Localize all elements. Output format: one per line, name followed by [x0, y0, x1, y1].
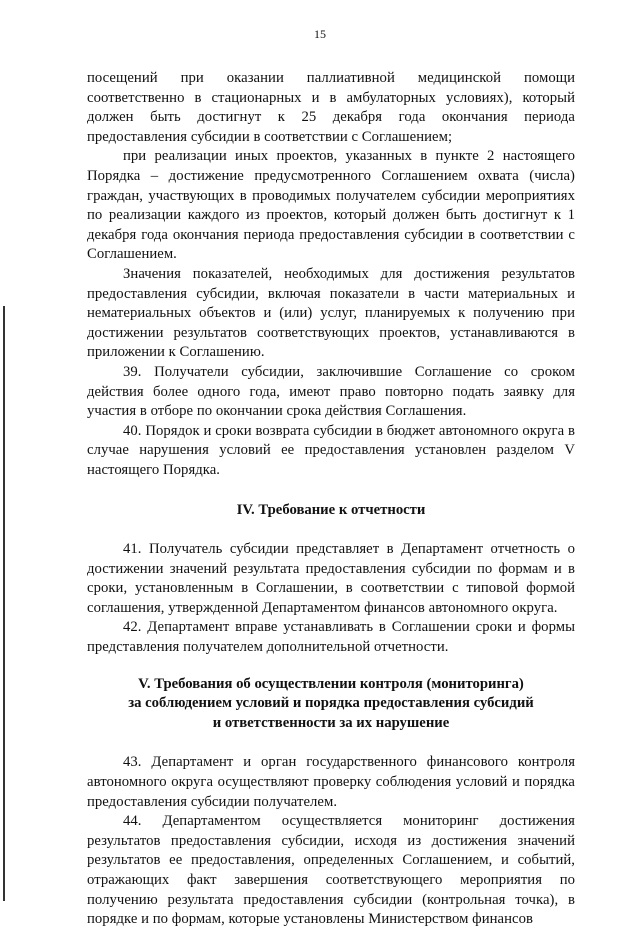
spacer [87, 733, 575, 753]
section-v-heading-line-3: и ответственности за их нарушение [212, 714, 450, 731]
paragraph-44: 44. Департаментом осуществляется мониторинг достижения результатов предоставления субсидии, исходя из достижения значений результатов ее предоставления, определенных Соглашением, и событий, отражающих факт завершения соответствующего мероприятия по получению результата предоставления субсидии (контрольная точка), в порядке и по формам, которые установлены Министерством финансов [87, 813, 575, 928]
spacer [87, 658, 575, 675]
paragraph-41: 41. Получатель субсидии представляет в Департамент отчетность о достижении значений результата предоставления субсидии по формам и в сроки, установленным в Соглашении, в соответствии с типовой формой соглашения, утвержденной Департаментом финансов автономного округа. [87, 541, 575, 616]
spacer [87, 480, 575, 501]
paragraph-continuation: посещений при оказании паллиативной медицинской помощи соответственно в стационарных и в амбулаторных условиях), который должен быть достигнут к 25 декабря года окончания периода предоставления субсидии в соответствии с Соглашением; [87, 70, 575, 145]
paragraph-40: 40. Порядок и сроки возврата субсидии в бюджет автономного округа в случае нарушения условий ее предоставления установлен разделом V настоящего Порядка. [87, 422, 575, 478]
section-v-heading [87, 675, 575, 734]
paragraph-43: 43. Департамент и орган государственного финансового контроля автономного округа осуществляют проверку соблюдения условий и порядка предоставления субсидии получателем. [87, 754, 575, 810]
paragraph-39: 39. Получатели субсидии, заключившие Соглашение со сроком действия более одного года, имеют право повторно подать заявку для участия в отборе по окончании срока действия Соглашения. [87, 363, 575, 420]
paragraph: при реализации иных проектов, указанных в пункте 2 настоящего Порядка – достижение предусмотренного Соглашением охвата (числа) граждан, участвующих в проводимых получателем субсидии мероприятиях по реализации каждого из проектов, который должен быть достигнут к 1 декабря года окончания периода предоставления субсидии в соответствии с Соглашением. [87, 148, 575, 263]
section-v-heading-line-1: V. Требования об осуществлении контроля (мониторинга) [138, 675, 524, 692]
section-iv-heading: IV. Требование к отчетности [236, 502, 426, 519]
page-number: 15 [314, 27, 326, 41]
spacer [87, 521, 575, 540]
left-margin-rule [3, 306, 5, 901]
section-v-heading-line-2: за соблюдением условий и порядка предоставления субсидий [128, 695, 534, 712]
document-body [87, 69, 575, 930]
paragraph-42: 42. Департамент вправе устанавливать в Соглашении сроки и формы представления получателем дополнительной отчетности. [87, 619, 575, 656]
paragraph: Значения показателей, необходимых для достижения результатов предоставления субсидии, включая показатели в части материальных и нематериальных объектов и (или) услуг, планируемых к получению при достижении результатов соответствующих проектов, устанавливаются в приложении к Соглашению. [87, 265, 575, 361]
